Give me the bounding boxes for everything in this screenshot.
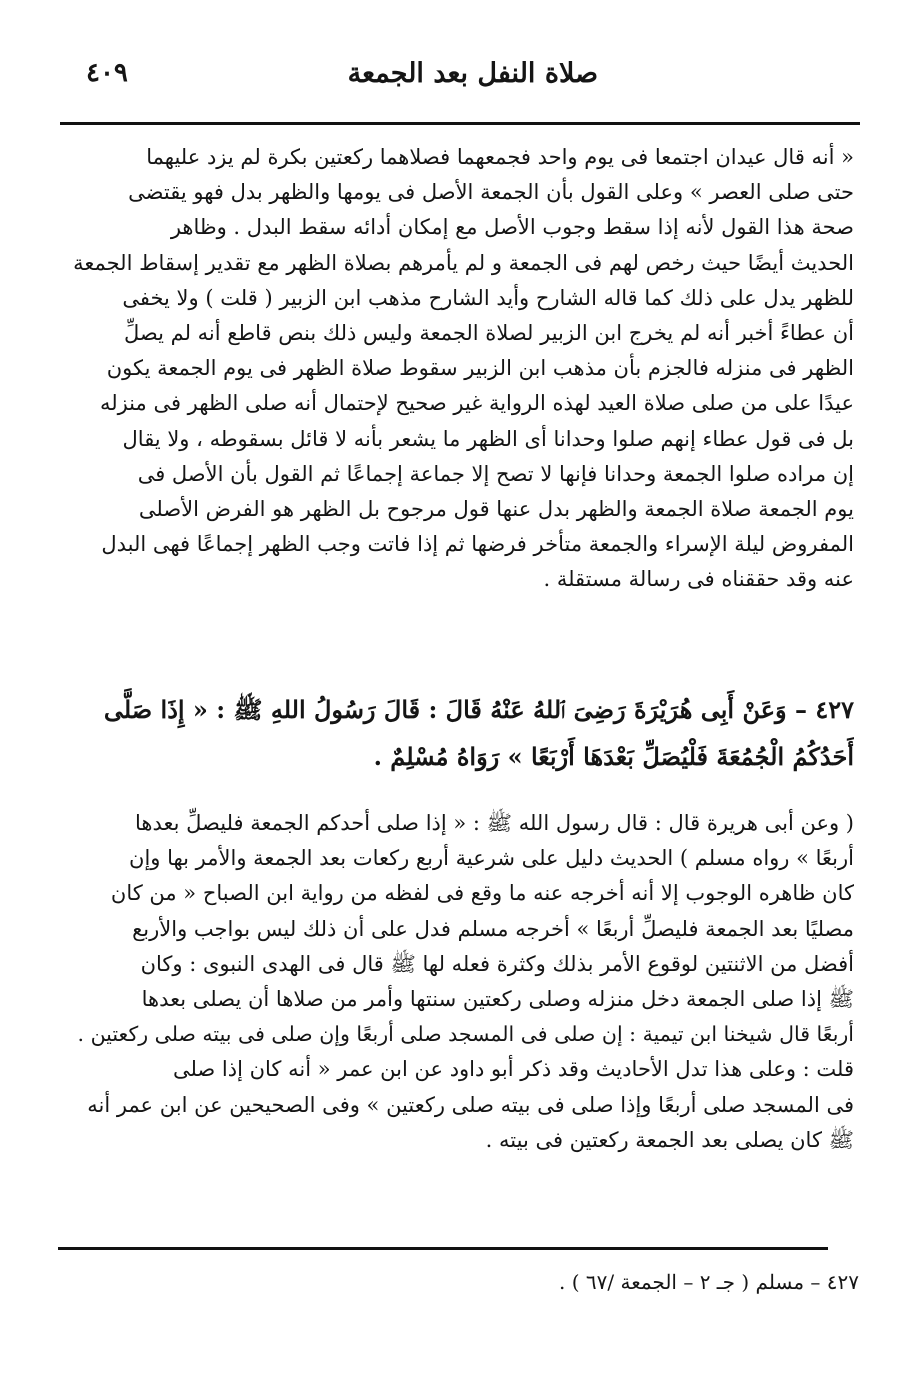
- text-line: المفروض ليلة الإسراء والجمعة متأخر فرضها ثم إذا فاتت وجب الظهر إجماعًا فهى البدل: [101, 532, 854, 557]
- text-line: الظهر فى منزله فالجزم بأن مذهب ابن الزبير سقوط صلاة الظهر فى يوم الجمعة يكون: [106, 356, 854, 381]
- hadith-line: ٤٢٧ – وَعَنْ أَبِى هُرَيْرَةَ رَضِىَ ٱللهُ عَنْهُ قَالَ : قَالَ رَسُولُ اللهِ ﷺ : « إِذَا صَلَّى: [103, 695, 854, 724]
- header-divider: [60, 122, 860, 125]
- hadith-line: أَحَدُكُمُ الْجُمُعَةَ فَلْيُصَلِّ بَعْدَهَا أَرْبَعًا » رَوَاهُ مُسْلِمٌ .: [373, 742, 854, 771]
- text-line: أن عطاءً أخبر أنه لم يخرج ابن الزبير لصلاة الجمعة وليس ذلك بنص قاطع أنه لم يصلِّ: [123, 320, 854, 345]
- text-line: عيدًا على من صلى صلاة العيد لهذه الرواية غير صحيح لإحتمال أنه صلى الظهر فى منزله: [99, 391, 854, 416]
- text-line: فى المسجد صلى أربعًا وإذا صلى فى بيته صلى ركعتين » وفى الصحيحين عن ابن عمر أنه: [87, 1092, 854, 1117]
- text-line: أفضل من الاثنتين لوقوع الأمر بذلك وكثرة فعله لها ﷺ قال فى الهدى النبوى : وكان: [140, 951, 854, 976]
- text-line: ﷺ إذا صلى الجمعة دخل منزله وصلى ركعتين سنتها وأمر من صلاها أن يصلى بعدها: [141, 986, 854, 1011]
- running-header: [60, 58, 860, 98]
- text-line: « أنه قال عيدان اجتمعا فى يوم واحد فجمعهما فصلاهما ركعتين بكرة لم يزد عليهما: [146, 145, 854, 169]
- text-line: صحة هذا القول لأنه إذا سقط وجوب الأصل مع إمكان أدائه سقط البدل . وظاهر: [170, 215, 854, 240]
- page-number: ٤٠٩: [86, 58, 128, 88]
- chapter-title: صلاة النفل بعد الجمعة: [347, 58, 598, 89]
- commentary-paragraph-1: [62, 140, 854, 597]
- footnote-divider: [58, 1247, 828, 1250]
- text-line: حتى صلى العصر » وعلى القول بأن الجمعة الأصل فى يومها والظهر بدل فهو يقتضى: [128, 180, 854, 205]
- text-line: أربعًا » رواه مسلم ) الحديث دليل على شرعية أربع ركعات بعد الجمعة والأمر بها وإن: [129, 846, 854, 871]
- text-line: قلت : وعلى هذا تدل الأحاديث وقد ذكر أبو داود عن ابن عمر « أنه كان إذا صلى: [172, 1057, 854, 1082]
- text-line: للظهر يدل على ذلك كما قاله الشارح وأيد الشارح مذهب ابن الزبير ( قلت ) ولا يخفى: [122, 285, 854, 310]
- text-line: أربعًا قال شيخنا ابن تيمية : إن صلى فى المسجد صلى أربعًا وإن صلى فى بيته صلى ركعتين .: [77, 1022, 854, 1047]
- text-line: يوم الجمعة صلاة الجمعة والظهر بدل عنها قول مرجوح بل الظهر هو الفرض الأصلى: [138, 496, 854, 521]
- text-line: إن مراده صلوا الجمعة وحدانا فإنها لا تصح إلا جماعة إجماعًا ثم القول بأن الأصل فى: [137, 461, 854, 486]
- text-line: ( وعن أبى هريرة قال : قال رسول الله ﷺ : « إذا صلى أحدكم الجمعة فليصلِّ بعدها: [134, 811, 854, 835]
- text-line: الحديث أيضًا حيث رخص لهم فى الجمعة و لم يأمرهم بصلاة الظهر مع تقدير إسقاط الجمعة: [73, 250, 854, 275]
- commentary-paragraph-2: [62, 806, 854, 1158]
- text-line: ﷺ كان يصلى بعد الجمعة ركعتين فى بيته .: [485, 1127, 854, 1152]
- text-line: عنه وقد حققناه فى رسالة مستقلة .: [543, 567, 854, 592]
- footnote: ٤٢٧ – مسلم ( جـ ٢ – الجمعة /٦٧ ) .: [559, 1270, 859, 1294]
- hadith-text: [62, 686, 854, 780]
- text-line: مصليًا بعد الجمعة فليصلِّ أربعًا » أخرجه مسلم فدل على أن ذلك ليس بواجب والأربع: [132, 916, 854, 941]
- text-line: كان ظاهره الوجوب إلا أنه أخرجه عنه ما وقع فى لفظه من رواية ابن الصباح « من كان: [110, 881, 854, 906]
- text-line: بل فى قول عطاء إنهم صلوا وحدانا أى الظهر ما يشعر بأنه لا قائل بسقوطه ، ولا يقال: [122, 426, 854, 451]
